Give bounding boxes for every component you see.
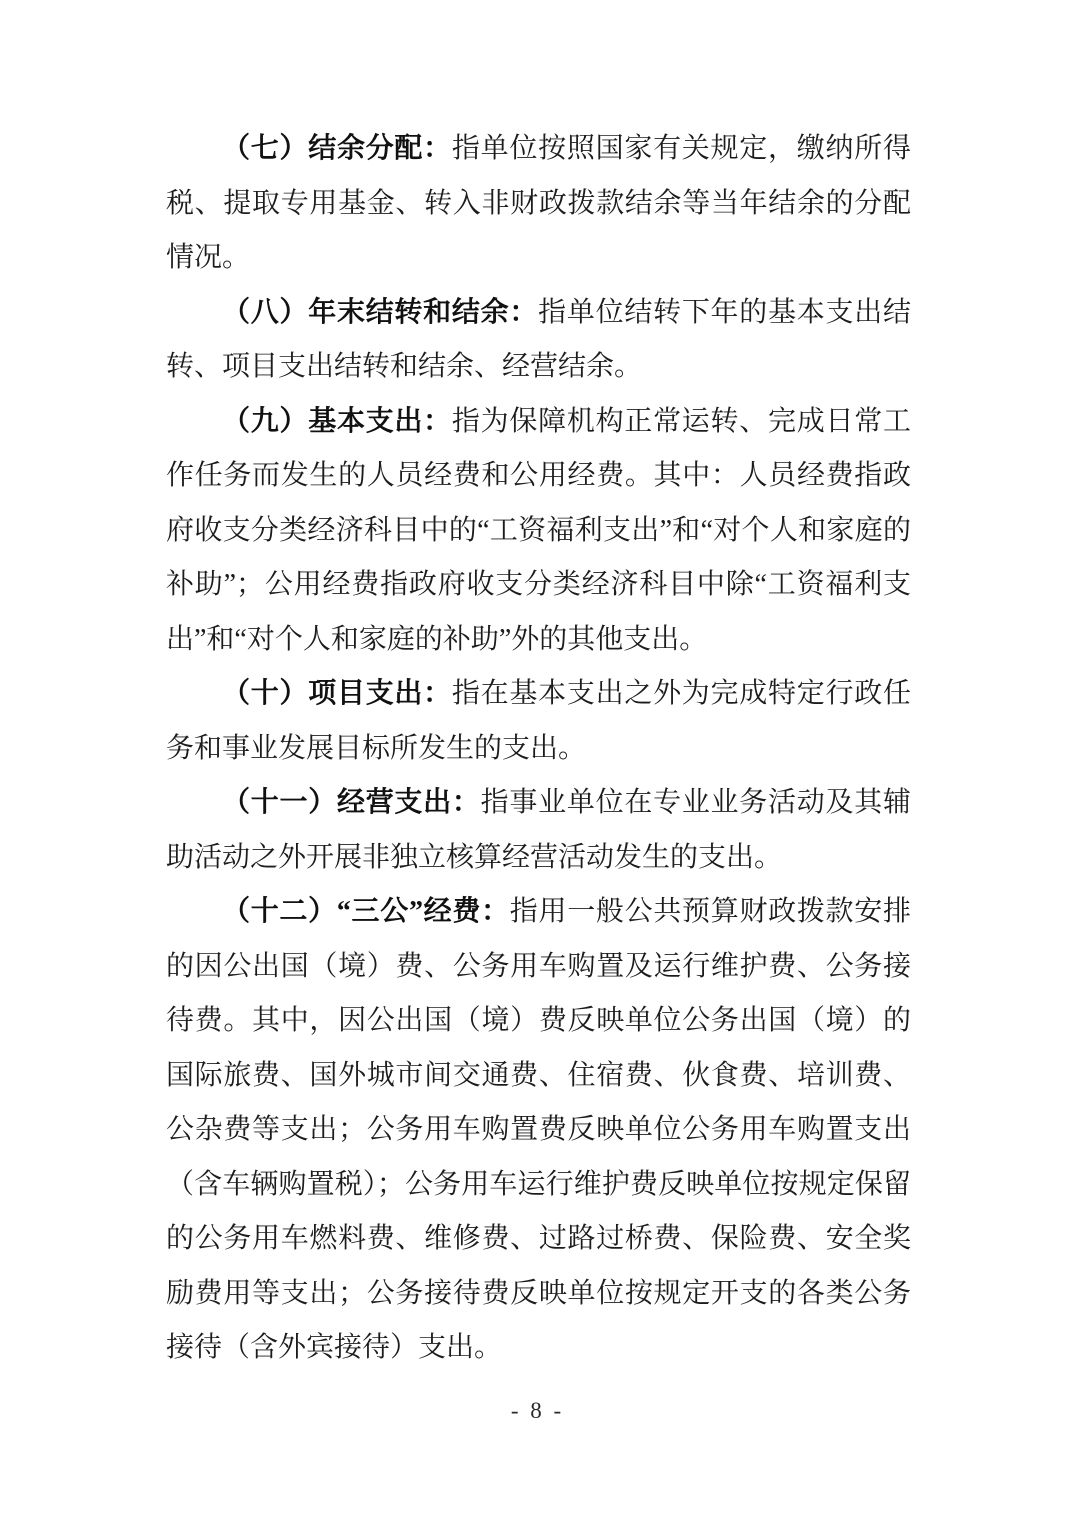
definition-item-11	[166, 776, 911, 885]
definition-item-9	[166, 395, 911, 668]
definition-item-7	[166, 122, 911, 286]
document-body	[166, 122, 911, 1376]
page-number: - 8 -	[510, 1398, 565, 1423]
definition-term-11: （十一）经营支出：	[222, 787, 481, 818]
definition-text-8: 指单位结转下年的基本支出结转、项目支出结转和结余、经营结余。	[166, 296, 911, 382]
definition-text-11: 指事业单位在专业业务活动及其辅助活动之外开展非独立核算经营活动发生的支出。	[166, 787, 911, 873]
definition-term-12: （十二）“三公”经费：	[222, 896, 510, 927]
definition-item-12	[166, 885, 911, 1376]
definition-item-8	[166, 286, 911, 395]
definition-term-8: （八）年末结转和结余：	[222, 296, 539, 328]
definition-term-10: （十）项目支出：	[222, 678, 452, 709]
definition-text-12: 指用一般公共预算财政拨款安排的因公出国（境）费、公务用车购置及运行维护费、公务接待费。其中，因公出国（境）费反映单位公务出国（境）的国际旅费、国外城市间交通费、住宿费、伙食费、培训费、公杂费等支出；公务用车购置费反映单位公务用车购置支出（含车辆购置税）；公务用车运行维护费反映单位按规定保留的公务用车燃料费、维修费、过路过桥费、保险费、安全奖励费用等支出；公务接待费反映单位按规定开支的各类公务接待（含外宾接待）支出。	[166, 896, 911, 1363]
definition-text-9: 指为保障机构正常运转、完成日常工作任务而发生的人员经费和公用经费。其中：人员经费指政府收支分类经济科目中的“工资福利支出”和“对个人和家庭的补助”；公用经费指政府收支分类经济科目中除“工资福利支出”和“对个人和家庭的补助”外的其他支出。	[166, 405, 911, 655]
page-footer	[0, 1398, 1075, 1424]
definition-text-7: 指单位按照国家有关规定，缴纳所得税、提取专用基金、转入非财政拨款结余等当年结余的分配情况。	[166, 133, 911, 273]
definition-term-7: （七）结余分配：	[222, 133, 452, 164]
definition-text-10: 指在基本支出之外为完成特定行政任务和事业发展目标所发生的支出。	[166, 678, 911, 764]
definition-item-10	[166, 667, 911, 776]
definition-term-9: （九）基本支出：	[222, 405, 452, 437]
